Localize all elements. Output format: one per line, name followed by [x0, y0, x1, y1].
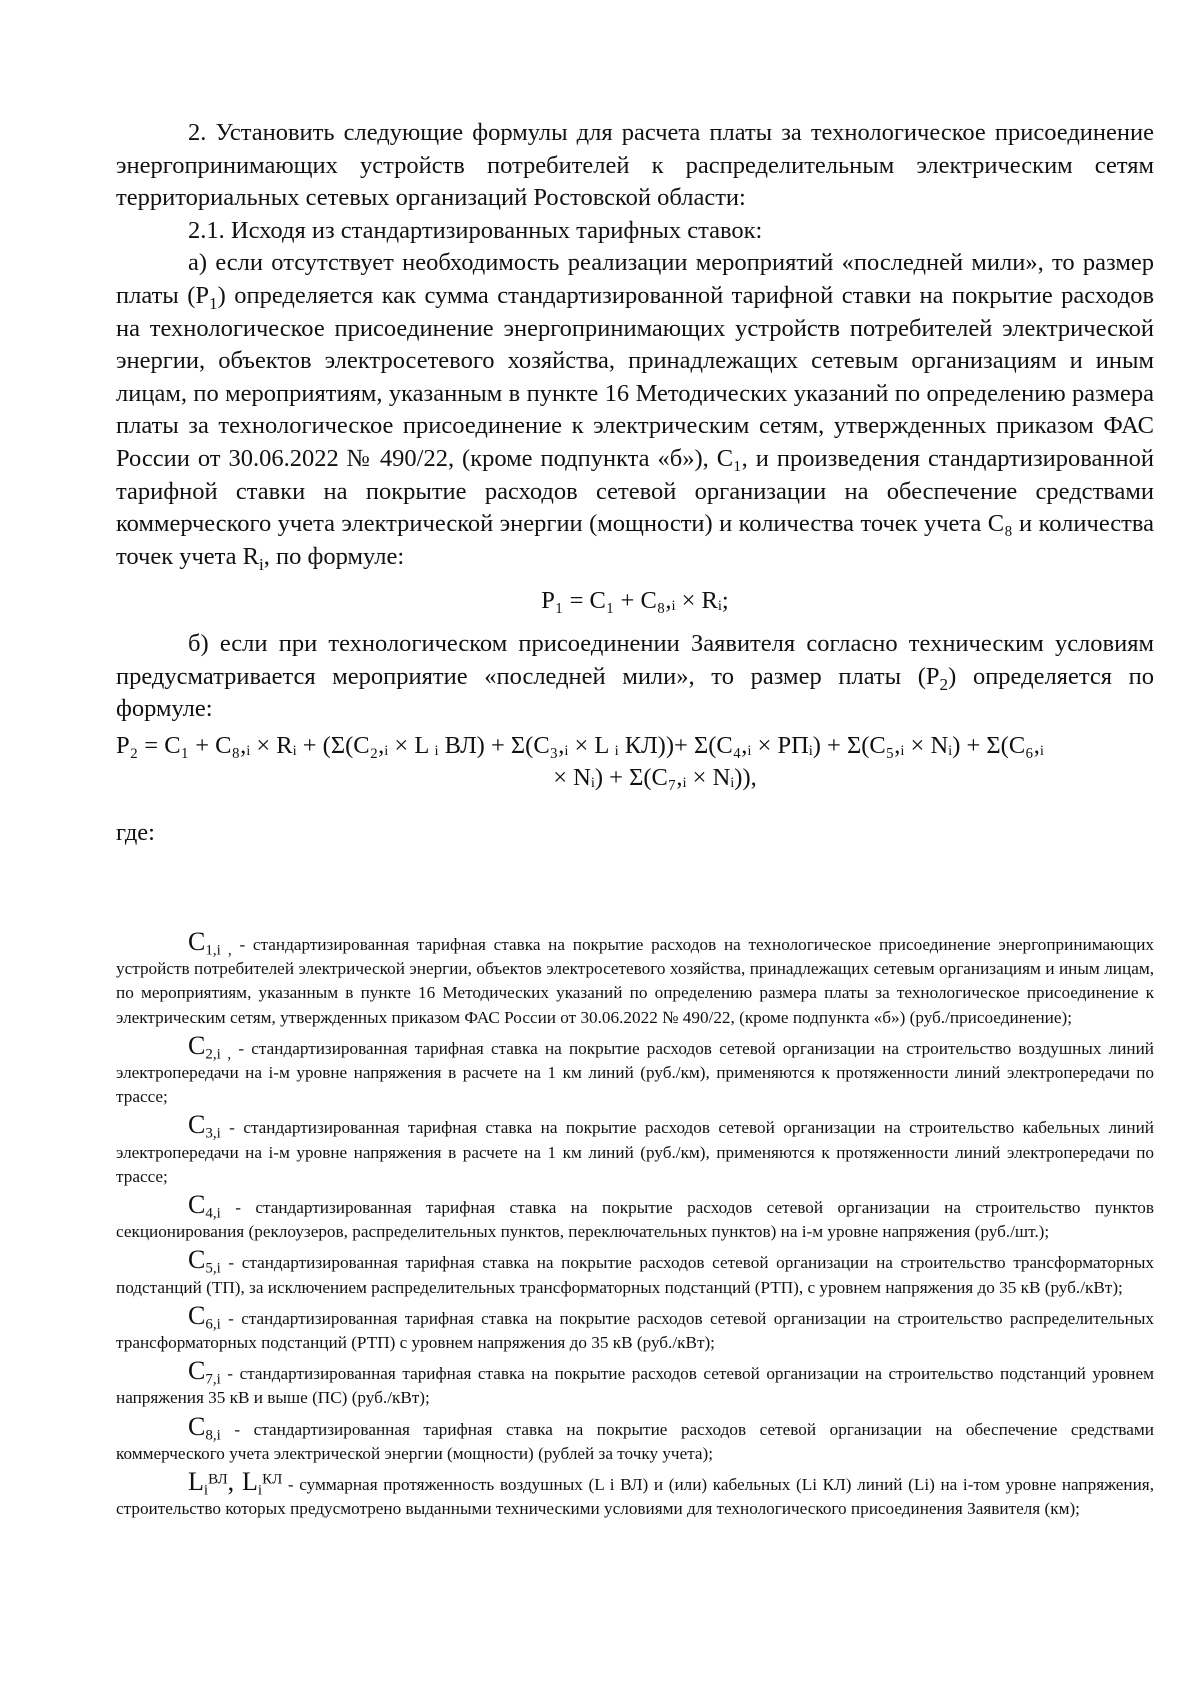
paragraph-a-part5: , по формуле:: [263, 542, 405, 570]
definition-text: стандартизированная тарифная ставка на покрытие расходов сетевой организации на строительство трансформаторных подстанций (ТП), за исключением распределительных трансформаторных подстанций (РТП), с уровнем напряжения до 35 кВ (руб./кВт);: [116, 1253, 1154, 1297]
definition-c7: [116, 1356, 1154, 1410]
definition-c8: [116, 1411, 1154, 1466]
definition-c2: [116, 1030, 1154, 1110]
definition-text: стандартизированная тарифная ставка на покрытие расходов сетевой организации на строительство распределительных трансформаторных подстанций (РТП) с уровнем напряжения до 35 кВ (руб./кВт);: [116, 1308, 1154, 1353]
definition-c3: [116, 1110, 1154, 1189]
definition-dash: -: [220, 1419, 254, 1439]
definition-symbol: C: [188, 1030, 206, 1060]
paragraph-a-part1: а) если отсутствует необходимость реализации мероприятий «последней мили», то размер платы (P: [116, 249, 1154, 309]
paragraph-a-part2: ) определяется как сумма стандартизированной тарифной ставки на покрытие расходов на технологическое присоединение энергопринимающих устройств потребителей электрической энергии, объектов электросетевого хозяйства, принадлежащих сетевым организациям и иным лицам, по мероприятиям, указанным в пункте 16 Методических указаний по определению размера платы за технологическое присоединение к электрическим сетям, утвержденных приказом ФАС России от 30.06.2022 № 490/22, (кроме подпункта «б»),: [116, 281, 1155, 472]
definition-text: стандартизированная тарифная ставка на покрытие расходов сетевой организации на строительство кабельных линий электропередачи на i-м уровне напряжения в расчете на 1 км линий (руб./км), применяются к протяженности линий электропередачи по трассе;: [116, 1118, 1154, 1186]
definition-c6: [116, 1300, 1154, 1355]
definition-subscript: 1,i ,: [205, 942, 232, 959]
definitions-list: [116, 927, 1154, 1527]
definition-c1: [116, 927, 1154, 1030]
definition-symbol: C: [188, 1245, 206, 1275]
where-label: где:: [116, 818, 155, 846]
definition-symbol: C: [188, 1110, 206, 1140]
definition-symbol: C: [188, 1356, 206, 1386]
definition-l: [116, 1467, 1154, 1521]
definition-subscript: 8,i: [205, 1427, 221, 1444]
formula-p2-line1: P₂ = C₁ + C₈,ᵢ × Rᵢ + (Σ(C₂,ᵢ × L ᵢ ВЛ) + Σ(C₃,ᵢ × L ᵢ КЛ))+ Σ(C₄,ᵢ × РПᵢ) + Σ(C₅,ᵢ × Nᵢ) + Σ(C₆,ᵢ: [116, 731, 1044, 759]
symbol-c8: C₈: [987, 510, 1013, 538]
definition-subscript: 5,i: [205, 1260, 221, 1277]
paragraph-a-part4: и количества точек учета R: [116, 510, 1154, 570]
definition-text: стандартизированная тарифная ставка на покрытие расходов сетевой организации на строительство воздушных линий электропередачи на i-м уровне напряжения в расчете на 1 км линий (руб./км), применяются к протяженности линий электропередачи по трассе;: [116, 1038, 1154, 1107]
definition-symbol: C: [188, 1411, 206, 1441]
definition-dash: -: [220, 1308, 242, 1328]
definition-superscript: ВЛ: [208, 1471, 228, 1488]
definition-text: стандартизированная тарифная ставка на покрытие расходов на технологическое присоединение энергопринимающих устройств потребителей электрической энергии, объектов электросетевого хозяйства, принадлежащих сетевым организациям и иным лицам, по мероприятиям, указанным в пункте 16 Методических указаний по определению размера платы за технологическое присоединение к электрическим сетям, утвержденных приказом ФАС России от 30.06.2022 № 490/22, (кроме подпункта «б») (руб./присоединение);: [116, 935, 1154, 1027]
symbol-c1: C₁: [716, 444, 742, 472]
paragraph-item-b: [116, 628, 1154, 726]
paragraph-a-part3: , и произведения стандартизированной тарифной ставки на покрытие расходов сетевой организации на обеспечение средствами коммерческого учета электрической энергии (мощности) и количества точек учета: [116, 444, 1154, 538]
definition-text: стандартизированная тарифная ставка на покрытие расходов сетевой организации на строительство подстанций уровнем напряжения 35 кВ и выше (ПС) (руб./кВт);: [116, 1364, 1154, 1408]
definition-dash: -: [231, 1038, 252, 1058]
definition-text: стандартизированная тарифная ставка на покрытие расходов сетевой организации на обеспечение средствами коммерческого учета электрической энергии (мощности) (рублей за точку учета);: [116, 1419, 1154, 1463]
paragraph-item-a: [116, 247, 1154, 573]
definition-subscript: 2,i ,: [205, 1046, 232, 1063]
definition-subscript: 3,i: [205, 1125, 221, 1142]
definition-superscript-2: КЛ: [262, 1471, 283, 1488]
definition-dash: -: [220, 1198, 256, 1218]
subscript: i: [259, 554, 264, 574]
subscript: 2: [939, 674, 949, 694]
formula-p1: P₁ = C₁ + C₈,ᵢ × Rᵢ;: [541, 587, 729, 615]
definition-c4: [116, 1190, 1154, 1244]
definition-dash: -: [220, 1118, 244, 1138]
formula-p2-line2: × Nᵢ) + Σ(C₇,ᵢ × Nᵢ)),: [553, 764, 757, 792]
definition-text: суммарная протяженность воздушных (L i ВЛ) и (или) кабельных (Li КЛ) линий (Li) на i-том уровне напряжения, строительство которых предусмотрено выданными техническими условиями для технологического присоединения Заявителя (км);: [116, 1475, 1154, 1519]
definition-text: стандартизированная тарифная ставка на покрытие расходов сетевой организации на строительство пунктов секционирования (реклоузеров, распределительных пунктов, переключательных пунктов) на i-м уровне напряжения (руб./шт.);: [116, 1198, 1154, 1242]
paragraph-b-part1: б) если при технологическом присоединении Заявителя согласно техническим условиям предусматривается мероприятие «последней мили», то размер платы (P: [116, 629, 1154, 690]
subscript: 1: [209, 293, 218, 313]
definition-symbol: C: [188, 927, 206, 956]
formula-p2: [116, 730, 1154, 795]
definition-dash: -: [220, 1364, 240, 1384]
paragraph-item-2: 2. Установить следующие формулы для расчета платы за технологическое присоединение энергопринимающих устройств потребителей к распределительным электрическим сетям территориальных сетевых организаций Ростовской области:: [116, 119, 1154, 212]
main-text: [116, 117, 1154, 849]
paragraph-b-part2: ) определяется по формуле:: [116, 662, 1154, 723]
definition-subscript-2: i: [257, 1482, 263, 1499]
definition-dash: -: [231, 935, 253, 954]
definition-c5: [116, 1245, 1154, 1299]
definition-subscript: i: [203, 1482, 209, 1499]
definition-symbol: C: [188, 1190, 206, 1220]
definition-subscript: 7,i: [205, 1371, 221, 1388]
definition-dash: -: [220, 1253, 242, 1273]
paragraph-item-2-1: 2.1. Исходя из стандартизированных тарифных ставок:: [188, 216, 763, 244]
definition-symbol: C: [188, 1300, 206, 1330]
definition-subscript: 4,i: [205, 1205, 221, 1222]
definition-dash: -: [282, 1475, 300, 1495]
definition-symbol: L: [188, 1467, 204, 1497]
definition-symbol-2: , L: [227, 1467, 258, 1497]
definition-subscript: 6,i: [205, 1316, 221, 1333]
